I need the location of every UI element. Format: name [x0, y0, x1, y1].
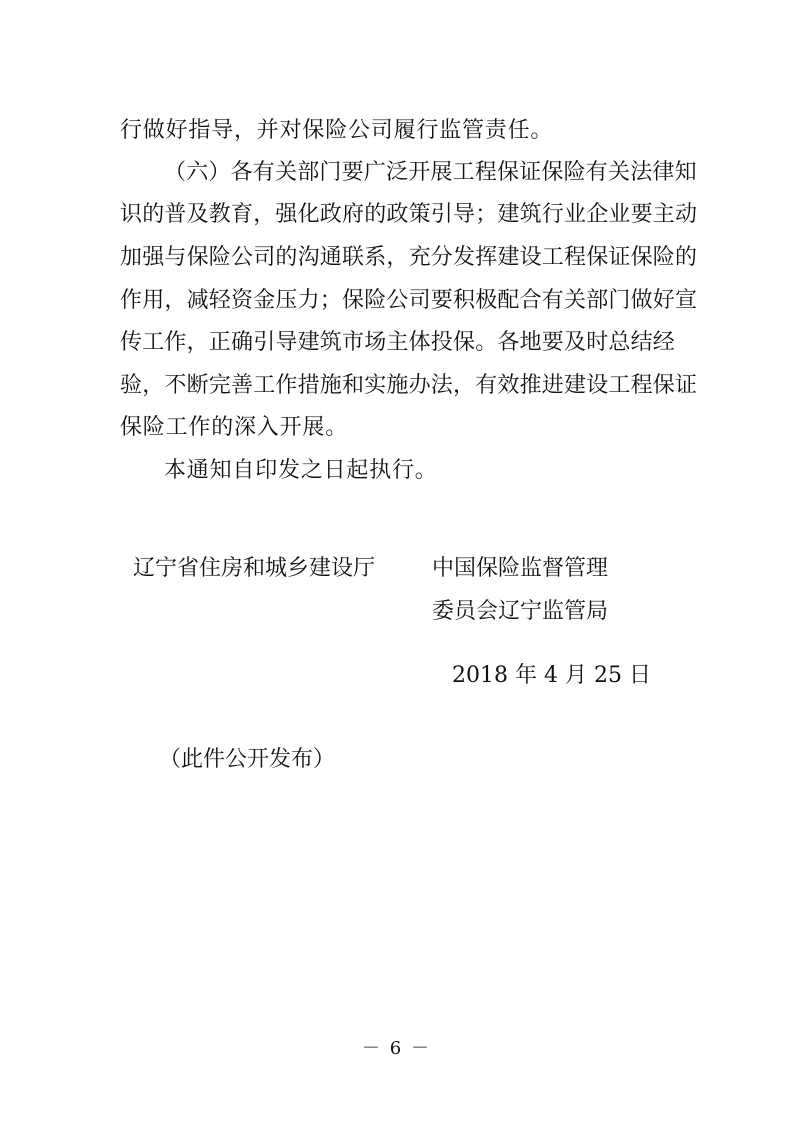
body-paragraph-line: 验，不断完善工作措施和实施办法，有效推进建设工程保证 [120, 373, 698, 398]
body-paragraph-line: （六）各有关部门要广泛开展工程保证保险有关法律知 [164, 160, 697, 185]
body-paragraph-line: 加强与保险公司的沟通联系，充分发挥建设工程保证保险的 [120, 245, 698, 270]
body-paragraph-line: 保险工作的深入开展。 [120, 415, 349, 440]
body-paragraph-line: 行做好指导，并对保险公司履行监管责任。 [120, 118, 554, 143]
publication-note: （此件公开发布） [159, 747, 336, 772]
body-paragraph-line: 识的普及教育，强化政府的政策引导；建筑行业企业要主动 [120, 202, 698, 227]
issuing-org-right-line1: 中国保险监督管理 [432, 556, 609, 581]
body-paragraph-line: 作用，减轻资金压力；保险公司要积极配合有关部门做好宣 [120, 288, 698, 313]
issuing-org-left: 辽宁省住房和城乡建设厅 [133, 556, 376, 581]
issuing-org-right-line2: 委员会辽宁监管局 [432, 599, 609, 624]
issue-date: 2018 年 4 月 25 日 [452, 663, 651, 688]
page-number: － 6 － [362, 1038, 431, 1059]
body-paragraph-line: 传工作，正确引导建筑市场主体投保。各地要及时总结经 [120, 330, 676, 355]
effective-date-statement: 本通知自印发之日起执行。 [164, 458, 438, 483]
